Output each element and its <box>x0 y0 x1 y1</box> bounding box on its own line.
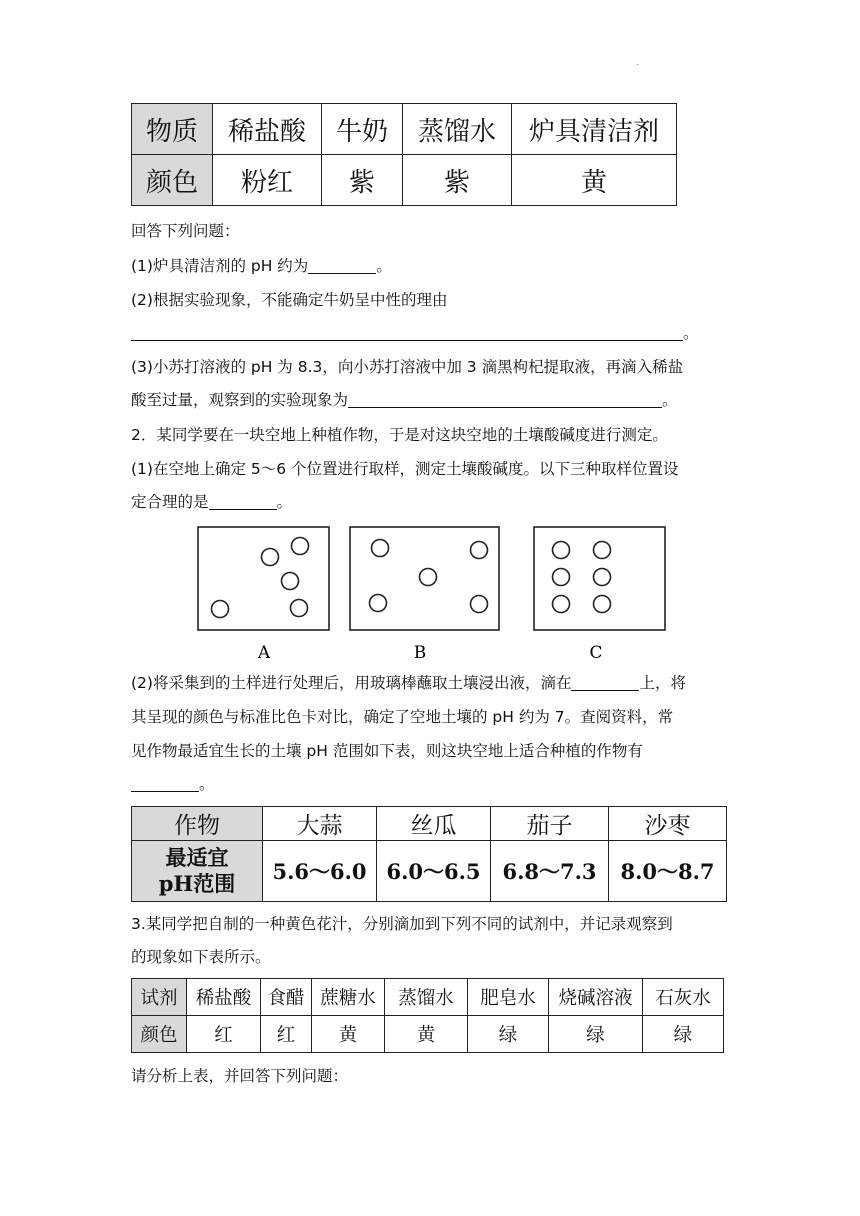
q3-line2: 的现象如下表所示。 <box>131 948 271 966</box>
table-cell: 稀盐酸 <box>187 979 261 1016</box>
sample-point <box>372 540 389 557</box>
table-cell: 8.0～8.7 <box>609 841 727 902</box>
q1-part3-line2 <box>131 390 678 410</box>
sample-point <box>594 596 611 613</box>
q2-part2-text-end: 上，将 <box>639 674 686 692</box>
answer-blank[interactable] <box>308 257 376 274</box>
q1-intro: 回答下列问题： <box>131 222 240 240</box>
option-a-plot <box>198 527 329 630</box>
sample-point <box>291 600 308 617</box>
table-cell: 试剂 <box>132 979 187 1016</box>
q1-part1 <box>131 256 392 276</box>
q1-part3-suffix: 。 <box>662 391 678 409</box>
table-cell: 颜色 <box>132 1016 187 1053</box>
sample-point <box>471 596 488 613</box>
q2-part2-line4 <box>131 774 215 794</box>
table-cell: 紫 <box>322 155 403 206</box>
q3-line1: 3.某同学把自制的一种黄色花汁，分别滴加到下列不同的试剂中，并记录观察到 <box>131 915 673 933</box>
sample-point <box>553 569 570 586</box>
sample-point <box>471 542 488 559</box>
table-cell: 6.8～7.3 <box>491 841 609 902</box>
row-label-line: pH范围 <box>158 871 236 896</box>
q1-part2-line1: (2)根据实验现象，不能确定牛奶呈中性的理由 <box>131 291 448 309</box>
option-c-plot <box>534 527 665 630</box>
table-cell: 炉具清洁剂 <box>512 104 677 155</box>
table-cell: 绿 <box>549 1016 643 1053</box>
option-b-plot <box>350 527 499 630</box>
q1-part3-line1: (3)小苏打溶液的 pH 为 8.3，向小苏打溶液中加 3 滴黑枸杞提取液，再滴入稀盐 <box>131 358 684 376</box>
table-cell: 茄子 <box>491 807 609 841</box>
answer-blank[interactable] <box>571 674 639 691</box>
table-cell: 红 <box>187 1016 261 1053</box>
sample-point <box>553 596 570 613</box>
q2-part1-line1: (1)在空地上确定 5～6 个位置进行取样，测定土壤酸碱度。以下三种取样位置设 <box>131 460 679 478</box>
table-cell: 绿 <box>468 1016 549 1053</box>
table-cell: 丝瓜 <box>377 807 491 841</box>
plot-boundary <box>198 527 329 630</box>
sample-point <box>262 549 279 566</box>
figure-label-a: A <box>257 643 271 663</box>
table-cell: 石灰水 <box>643 979 724 1016</box>
table-cell: 5.6～6.0 <box>263 841 377 902</box>
table-cell: 黄 <box>312 1016 385 1053</box>
q2-part2-line3: 见作物最适宜生长的土壤 pH 范围如下表，则这块空地上适合种植的作物有 <box>131 742 643 760</box>
flower-extract-table <box>131 978 724 1053</box>
answer-blank[interactable] <box>209 493 277 510</box>
sample-point <box>594 542 611 559</box>
figure-label-c: C <box>589 643 603 663</box>
table-cell: 食醋 <box>261 979 312 1016</box>
q3-after: 请分析上表，并回答下列问题： <box>131 1067 349 1085</box>
figure-label-b: B <box>413 643 427 663</box>
table-cell: 蒸馏水 <box>403 104 512 155</box>
q1-part2-line2 <box>131 323 699 343</box>
table-cell: 粉红 <box>213 155 322 206</box>
q2-part1-line2 <box>131 492 292 512</box>
table-cell: 黄 <box>385 1016 468 1053</box>
sample-point <box>292 538 309 555</box>
table-cell: 物质 <box>132 104 213 155</box>
table-cell: 烧碱溶液 <box>549 979 643 1016</box>
q2-part1-suffix: 。 <box>276 493 293 511</box>
answer-blank[interactable] <box>131 775 199 792</box>
q1-part1-text: (1)炉具清洁剂的 pH 约为 <box>131 257 309 275</box>
sample-point <box>212 601 229 618</box>
table-cell: 蒸馏水 <box>385 979 468 1016</box>
table-row <box>132 807 727 841</box>
table-row <box>132 104 677 155</box>
q1-part3-text: 酸至过量，观察到的实验现象为 <box>131 391 349 409</box>
q2-part2-line2: 其呈现的颜色与标准比色卡对比，确定了空地土壤的 pH 约为 7。查阅资料，常 <box>131 708 674 726</box>
corner-mark: . <box>636 58 639 67</box>
crop-ph-table <box>131 806 727 902</box>
table-row <box>132 155 677 206</box>
sampling-diagram <box>190 520 680 665</box>
sample-point <box>282 573 299 590</box>
table-cell: 稀盐酸 <box>213 104 322 155</box>
table-cell: 大蒜 <box>263 807 377 841</box>
table-row <box>132 841 727 902</box>
table-cell: 绿 <box>643 1016 724 1053</box>
q2-part2-text: (2)将采集到的土样进行处理后，用玻璃棒蘸取土壤浸出液，滴在 <box>131 674 572 692</box>
sample-point <box>370 595 387 612</box>
q1-part1-suffix: 。 <box>376 257 392 275</box>
table-row <box>132 979 724 1016</box>
table-cell <box>132 841 263 902</box>
table-cell: 作物 <box>132 807 263 841</box>
sample-point <box>594 569 611 586</box>
q2-part1-text: 定合理的是 <box>131 493 209 511</box>
q1-part2-suffix: 。 <box>683 324 699 342</box>
answer-blank[interactable] <box>348 391 662 408</box>
sample-point <box>420 569 437 586</box>
table-cell: 红 <box>261 1016 312 1053</box>
table-cell: 沙枣 <box>609 807 727 841</box>
q2-part2-line1 <box>131 673 686 693</box>
answer-blank[interactable] <box>131 324 683 341</box>
row-label-line: 最适宜 <box>165 845 229 870</box>
table-cell: 牛奶 <box>322 104 403 155</box>
sample-point <box>553 542 570 559</box>
table-cell: 6.0～6.5 <box>377 841 491 902</box>
q2-title: 2．某同学要在一块空地上种植作物，于是对这块空地的土壤酸碱度进行测定。 <box>131 426 668 444</box>
q2-part2-suffix: 。 <box>199 775 215 793</box>
table-cell: 紫 <box>403 155 512 206</box>
table-row <box>132 1016 724 1053</box>
table-cell: 肥皂水 <box>468 979 549 1016</box>
table-cell: 蔗糖水 <box>312 979 385 1016</box>
table-cell: 颜色 <box>132 155 213 206</box>
table-cell: 黄 <box>512 155 677 206</box>
indicator-color-table <box>131 103 677 206</box>
